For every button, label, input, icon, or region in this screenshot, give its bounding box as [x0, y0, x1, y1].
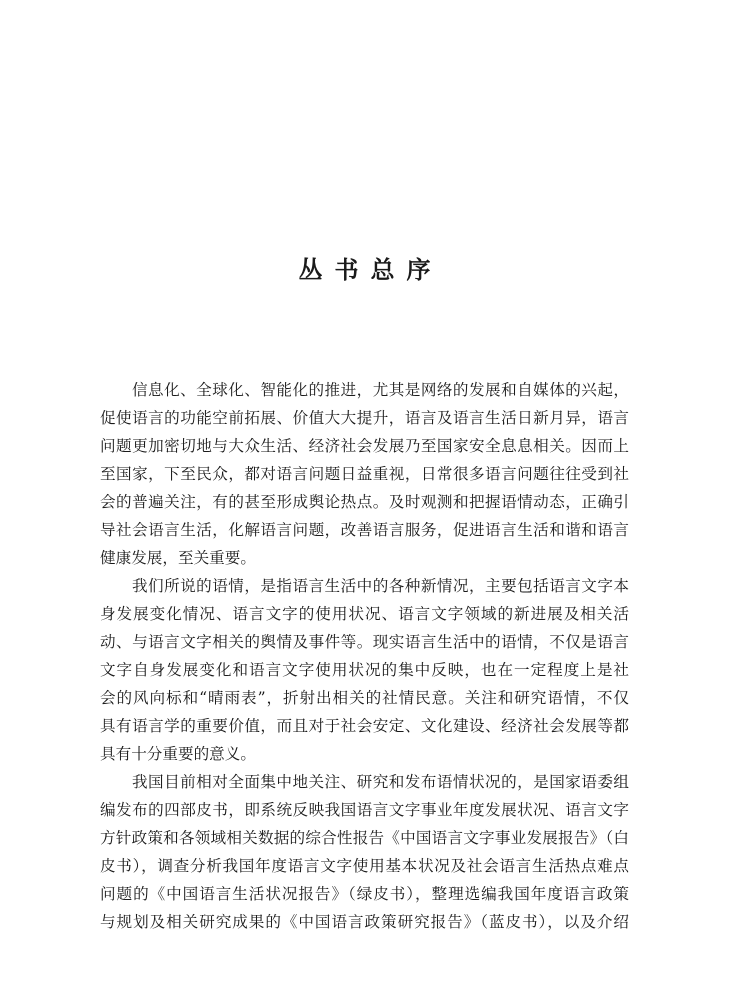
paragraph	[100, 572, 629, 768]
text-line: 我们所说的语情，是指语言生活中的各种新情况，主要包括语言文字本	[132, 577, 629, 595]
text-line: 身发展变化情况、语言文字的使用状况、语言文字领域的新进展及相关活	[100, 605, 629, 623]
text-line: 至国家，下至民众，都对语言问题日益重视，日常很多语言问题往往受到社	[100, 465, 629, 483]
text-line: 动、与语言文字相关的舆情及事件等。现实语言生活中的语情，不仅是语言	[100, 633, 629, 651]
page-title: 丛书总序	[298, 255, 443, 284]
text-line: 方针政策和各领域相关数据的综合性报告《中国语言文字事业发展报告》（白	[100, 829, 629, 847]
paragraph	[100, 376, 629, 572]
text-line: 问题的《中国语言生活状况报告》（绿皮书），整理选编我国年度语言政策	[100, 885, 629, 903]
text-line: 皮书），调查分析我国年度语言文字使用基本状况及社会语言生活热点难点	[100, 857, 629, 875]
paragraph	[100, 768, 629, 936]
text-line: 信息化、全球化、智能化的推进，尤其是网络的发展和自媒体的兴起，	[132, 381, 629, 399]
text-line: 健康发展，至关重要。	[100, 549, 256, 567]
body-text	[100, 376, 629, 936]
text-line: 会的风向标和“晴雨表”，折射出相关的社情民意。关注和研究语情，不仅	[100, 689, 629, 707]
text-line: 导社会语言生活，化解语言问题，改善语言服务，促进语言生活和谐和语言	[100, 521, 629, 539]
text-line: 具有语言学的重要价值，而且对于社会安定、文化建设、经济社会发展等都	[100, 717, 629, 735]
text-line: 问题更加密切地与大众生活、经济社会发展乃至国家安全息息相关。因而上	[100, 437, 629, 455]
text-line: 我国目前相对全面集中地关注、研究和发布语情状况的，是国家语委组	[132, 773, 629, 791]
text-line: 与规划及相关研究成果的《中国语言政策研究报告》（蓝皮书），以及介绍	[100, 913, 629, 931]
text-line: 促使语言的功能空前拓展、价值大大提升，语言及语言生活日新月异，语言	[100, 409, 629, 427]
text-line: 具有十分重要的意义。	[100, 745, 256, 763]
text-line: 文字自身发展变化和语言文字使用状况的集中反映，也在一定程度上是社	[100, 661, 629, 679]
text-line: 编发布的四部皮书，即系统反映我国语言文字事业年度发展状况、语言文字	[100, 801, 629, 819]
text-line: 会的普遍关注，有的甚至形成舆论热点。及时观测和把握语情动态，正确引	[100, 493, 629, 511]
